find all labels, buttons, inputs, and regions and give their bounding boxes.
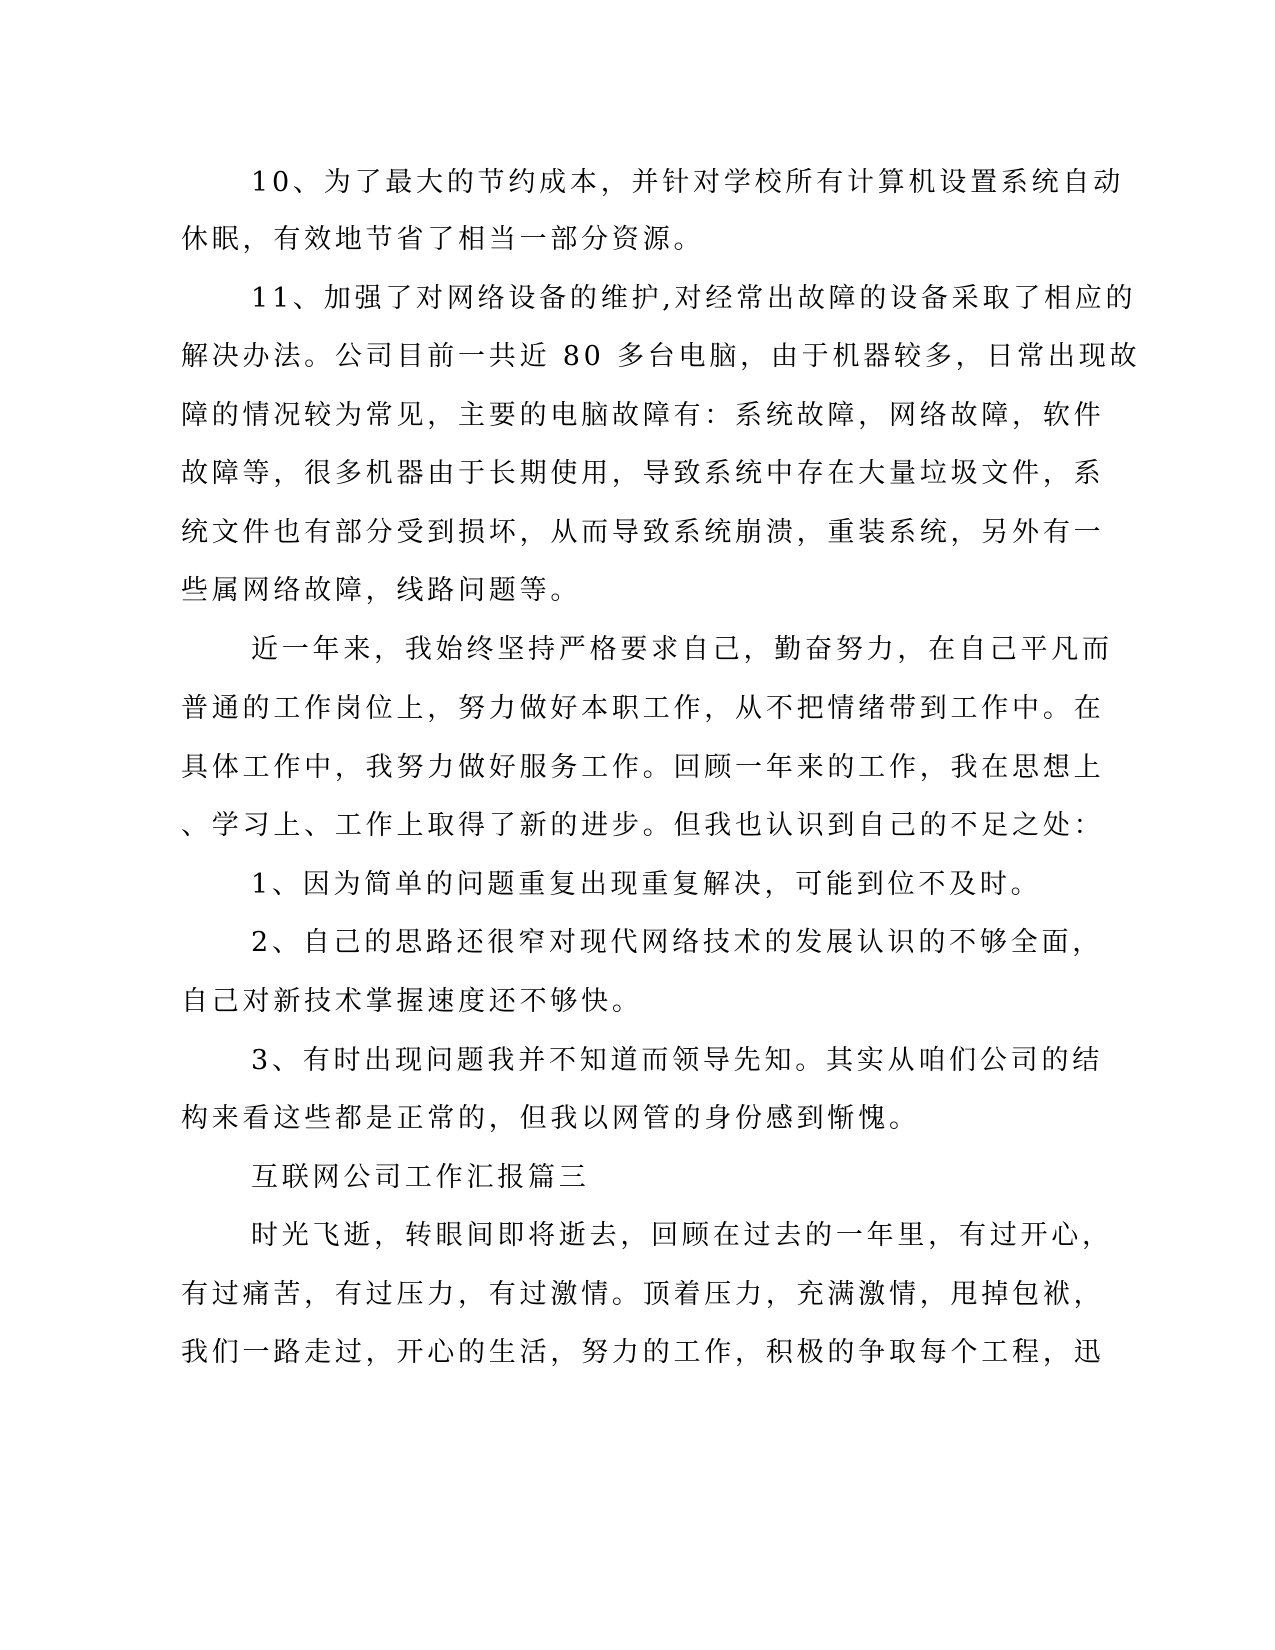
text-line: 解决办法。公司目前一共近 80 多台电脑，由于机器较多，日常出现故: [181, 341, 1141, 372]
text-line: 、学习上、工作上取得了新的进步。但我也认识到自己的不足之处：: [181, 810, 1105, 841]
text-line: 休眠，有效地节省了相当一部分资源。: [181, 224, 705, 255]
text-line: 时光飞逝，转眼间即将逝去，回顾在过去的一年里，有过开心，: [251, 1220, 1113, 1251]
text-line: 统文件也有部分受到损坏，从而导致系统崩溃，重装系统，另外有一: [181, 517, 1105, 548]
text-line: 2、自己的思路还很窄对现代网络技术的发展认识的不够全面，: [251, 927, 1104, 958]
text-line: 具体工作中，我努力做好服务工作。回顾一年来的工作，我在思想上: [181, 752, 1105, 783]
text-line: 3、有时出现问题我并不知道而领导先知。其实从咱们公司的结: [251, 1045, 1104, 1076]
text-line: 近一年来，我始终坚持严格要求自己，勤奋努力，在自己平凡而: [251, 634, 1113, 665]
text-line: 自己对新技术掌握速度还不够快。: [181, 986, 643, 1017]
text-line: 1、因为简单的问题重复出现重复解决，可能到位不及时。: [251, 869, 1042, 900]
text-line: 我们一路走过，开心的生活，努力的工作，积极的争取每个工程，迅: [181, 1337, 1105, 1368]
text-line: 构来看这些都是正常的，但我以网管的身份感到惭愧。: [181, 1103, 920, 1134]
text-line: 10、为了最大的节约成本，并针对学校所有计算机设置系统自动: [251, 167, 1124, 198]
text-line: 有过痛苦，有过压力，有过激情。顶着压力，充满激情，甩掉包袱，: [181, 1279, 1105, 1310]
text-line: 故障等，很多机器由于长期使用，导致系统中存在大量垃圾文件，系: [181, 458, 1105, 489]
text-line: 普通的工作岗位上，努力做好本职工作，从不把情绪带到工作中。在: [181, 693, 1105, 724]
text-line: 障的情况较为常见，主要的电脑故障有：系统故障，网络故障，软件: [181, 400, 1105, 431]
text-line: 些属网络故障，线路问题等。: [181, 575, 582, 606]
section-heading: 互联网公司工作汇报篇三: [251, 1162, 590, 1193]
text-line: 11、加强了对网络设备的维护,对经常出故障的设备采取了相应的: [251, 283, 1137, 314]
